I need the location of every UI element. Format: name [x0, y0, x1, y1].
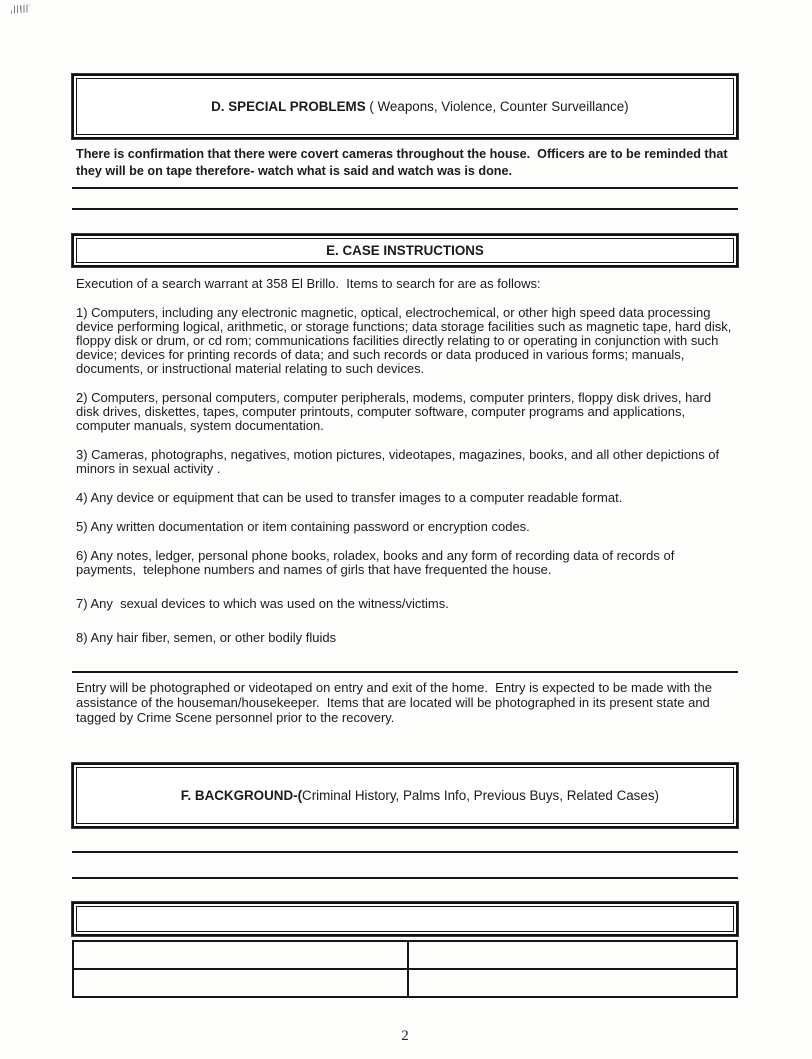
section-header-background: [72, 763, 738, 828]
table-cell: [408, 941, 737, 969]
search-item-4: 4) Any device or equipment that can be used to transfer images to a computer readable format.: [76, 490, 623, 505]
document-content: [72, 74, 738, 1045]
scan-artifact-mark: [11, 4, 30, 13]
section-header-title: [76, 767, 734, 824]
divider: [72, 208, 738, 210]
section-header-case-instructions: [72, 234, 738, 267]
entry-procedure-note: Entry will be photographed or videotaped on entry and exit of the home. Entry is expected to be made with the assistance of the houseman/housekeeper. Items that are located will be photographed in its present state and tagged by Crime Scene personnel prior to the recovery.: [76, 680, 716, 725]
empty-field-box: [72, 902, 738, 936]
search-item-2: 2) Computers, personal computers, computer peripherals, modems, computer printers, floppy disk drives, hard disk drives, diskettes, tapes, computer printouts, computer software, computer programs and applications, computer manuals, system documentation.: [76, 390, 715, 433]
search-item-1: 1) Computers, including any electronic magnetic, optical, electrochemical, or other high speed data processing device performing logical, arithmetic, or storage functions; data storage facilities such as magnetic tape, hard disk, floppy disk or drum, or cd rom; communications facilities directly relating to or operating in conjunction with such device; devices for printing records of data; and such records or data produced in various forms; manuals, documents, or instructional material relating to such devices.: [76, 305, 736, 376]
divider: [72, 187, 738, 189]
section-header-special-problems: [72, 74, 738, 139]
section-header-title: [76, 78, 734, 135]
search-item-5: 5) Any written documentation or item containing password or encryption codes.: [76, 519, 530, 534]
page-number: 2: [401, 1028, 409, 1044]
table-cell: [408, 969, 737, 997]
table-row: [73, 941, 737, 969]
section-d-title-bold: D. SPECIAL PROBLEMS: [211, 99, 366, 114]
background-table: [72, 940, 738, 998]
table-cell: [73, 941, 408, 969]
divider: [72, 851, 738, 853]
table-cell: [73, 969, 408, 997]
search-item-6: 6) Any notes, ledger, personal phone books, roladex, books and any form of recording data of records of payments, telephone numbers and names of girls that have frequented the house.: [76, 548, 678, 577]
search-item-8: 8) Any hair fiber, semen, or other bodily fluids: [76, 630, 337, 645]
special-problems-body: There is confirmation that there were covert cameras throughout the house. Officers are to be reminded that they will be on tape therefore- watch what is said and watch was is done.: [76, 147, 732, 178]
table-row: [73, 969, 737, 997]
section-d-title-rest: ( Weapons, Violence, Counter Surveillance): [365, 99, 629, 114]
section-f-title-bold: F. BACKGROUND-(: [180, 788, 303, 803]
divider: [72, 671, 738, 673]
search-item-3: 3) Cameras, photographs, negatives, motion pictures, videotapes, magazines, books, and all other depictions of minors in sexual activity .: [76, 447, 723, 476]
section-f-title-rest: Criminal History, Palms Info, Previous Buys, Related Cases): [302, 788, 659, 803]
empty-field: [76, 906, 734, 932]
search-item-7: 7) Any sexual devices to which was used on the witness/victims.: [76, 596, 449, 611]
section-e-title: E. CASE INSTRUCTIONS: [76, 238, 734, 263]
case-instructions-intro: Execution of a search warrant at 358 El Brillo. Items to search for are as follows:: [76, 276, 541, 291]
divider: [72, 877, 738, 879]
